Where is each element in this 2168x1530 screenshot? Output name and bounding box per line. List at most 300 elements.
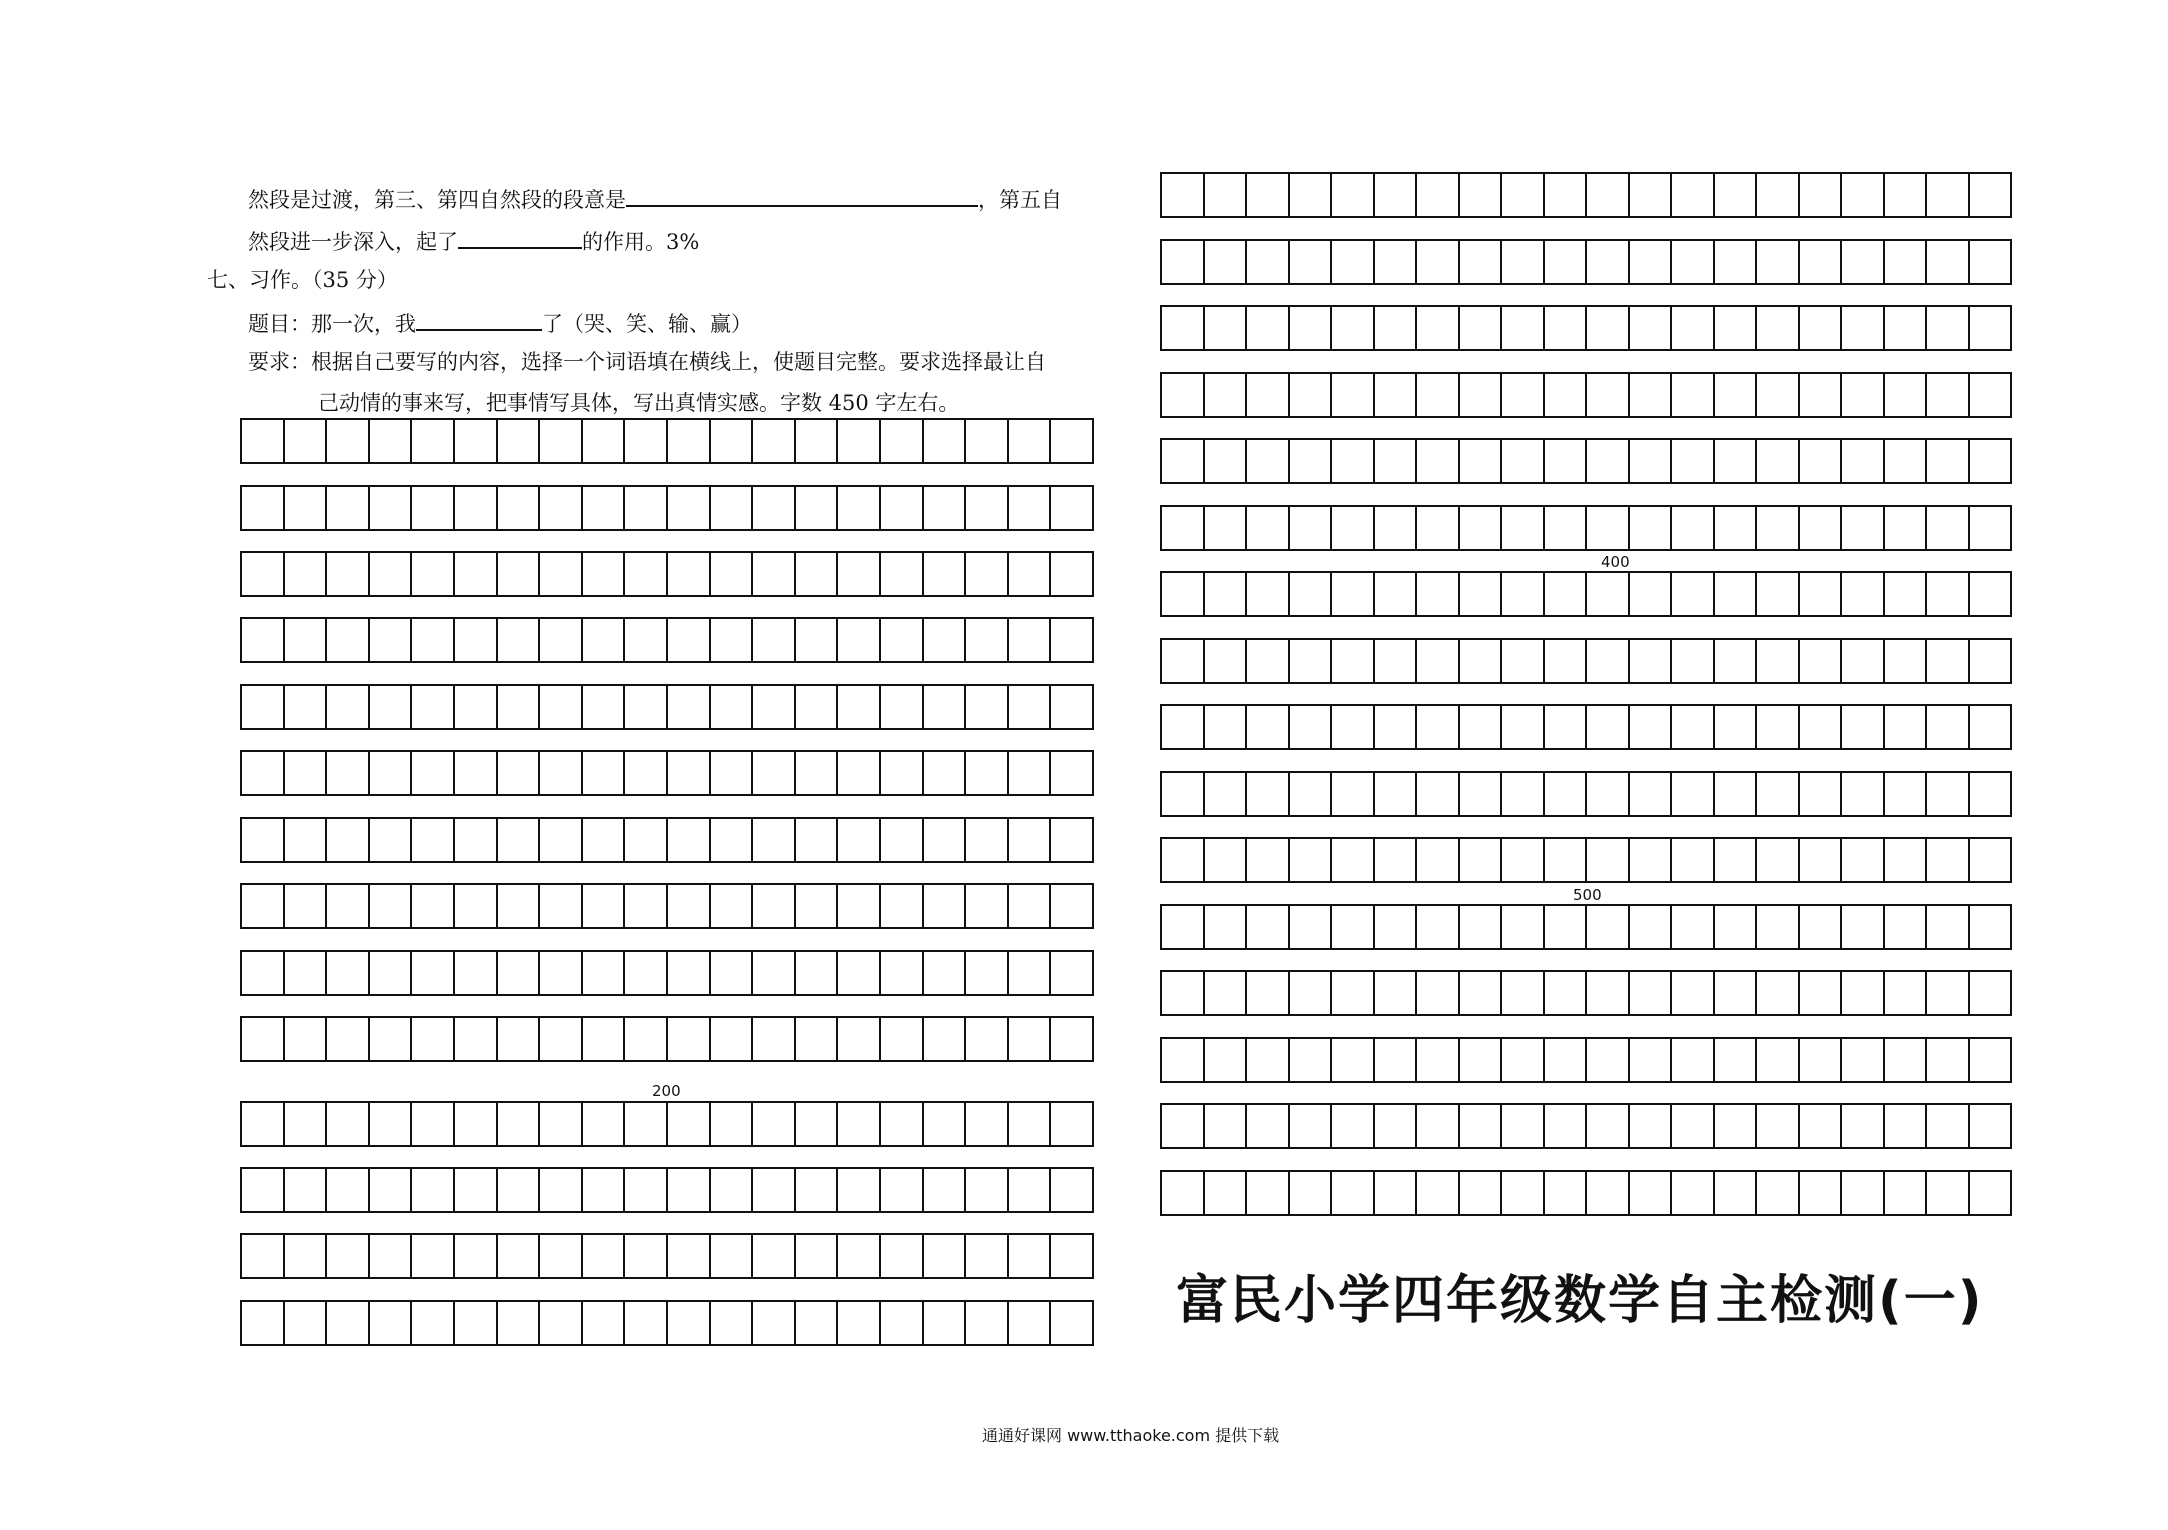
grid-cell[interactable] [625,752,668,794]
grid-cell[interactable] [1672,573,1715,615]
grid-cell[interactable] [1205,174,1248,216]
grid-cell[interactable] [1417,374,1460,416]
grid-cell[interactable] [1927,374,1970,416]
grid-cell[interactable] [285,819,328,861]
grid-cell[interactable] [1587,906,1630,948]
grid-cell[interactable] [1332,573,1375,615]
grid-cell[interactable] [1290,241,1333,283]
grid-cell[interactable] [1460,1105,1503,1147]
grid-cell[interactable] [1247,507,1290,549]
grid-cell[interactable] [1162,906,1205,948]
grid-cell[interactable] [412,819,455,861]
grid-cell[interactable] [1375,174,1418,216]
grid-cell[interactable] [1375,839,1418,881]
grid-cell[interactable] [1545,1105,1588,1147]
grid-cell[interactable] [1375,374,1418,416]
grid-cell[interactable] [753,487,796,529]
grid-cell[interactable] [1051,487,1092,529]
grid-cell[interactable] [583,553,626,595]
grid-cell[interactable] [1927,839,1970,881]
grid-cell[interactable] [1502,1039,1545,1081]
grid-cell[interactable] [1332,174,1375,216]
grid-cell[interactable] [1800,1172,1843,1214]
grid-cell[interactable] [1885,640,1928,682]
grid-cell[interactable] [924,1169,967,1211]
grid-cell[interactable] [540,553,583,595]
grid-cell[interactable] [668,1018,711,1060]
grid-cell[interactable] [1460,972,1503,1014]
grid-cell[interactable] [1630,972,1673,1014]
grid-cell[interactable] [1842,1105,1885,1147]
grid-cell[interactable] [796,1103,839,1145]
grid-cell[interactable] [1757,507,1800,549]
grid-cell[interactable] [1375,1039,1418,1081]
grid-cell[interactable] [242,420,285,462]
grid-cell[interactable] [1715,1039,1758,1081]
grid-cell[interactable] [370,1169,413,1211]
grid-cell[interactable] [838,1302,881,1344]
grid-cell[interactable] [1502,839,1545,881]
grid-cell[interactable] [1502,640,1545,682]
grid-cell[interactable] [1247,773,1290,815]
grid-cell[interactable] [838,885,881,927]
grid-cell[interactable] [668,686,711,728]
grid-cell[interactable] [1162,972,1205,1014]
grid-cell[interactable] [1460,773,1503,815]
grid-cell[interactable] [1800,573,1843,615]
grid-cell[interactable] [1927,440,1970,482]
grid-cell[interactable] [711,553,754,595]
grid-cell[interactable] [966,420,1009,462]
grid-cell[interactable] [966,1169,1009,1211]
grid-cell[interactable] [838,1235,881,1277]
grid-cell[interactable] [285,1302,328,1344]
grid-cell[interactable] [753,619,796,661]
grid-cell[interactable] [1247,241,1290,283]
grid-cell[interactable] [370,752,413,794]
grid-cell[interactable] [966,819,1009,861]
grid-cell[interactable] [668,420,711,462]
grid-cell[interactable] [412,619,455,661]
grid-cell[interactable] [1205,374,1248,416]
grid-cell[interactable] [711,1018,754,1060]
grid-cell[interactable] [1587,174,1630,216]
grid-cell[interactable] [924,1302,967,1344]
grid-cell[interactable] [1545,1172,1588,1214]
grid-cell[interactable] [1502,906,1545,948]
grid-cell[interactable] [1051,1169,1092,1211]
grid-cell[interactable] [455,752,498,794]
grid-cell[interactable] [1162,839,1205,881]
grid-cell[interactable] [242,819,285,861]
grid-cell[interactable] [966,952,1009,994]
grid-cell[interactable] [1800,773,1843,815]
grid-cell[interactable] [1927,241,1970,283]
grid-cell[interactable] [711,420,754,462]
grid-cell[interactable] [1460,706,1503,748]
grid-cell[interactable] [796,1302,839,1344]
grid-cell[interactable] [1630,1039,1673,1081]
grid-cell[interactable] [370,1018,413,1060]
grid-cell[interactable] [1009,1103,1052,1145]
grid-cell[interactable] [796,752,839,794]
grid-cell[interactable] [1842,1172,1885,1214]
grid-cell[interactable] [1290,1039,1333,1081]
grid-cell[interactable] [1247,640,1290,682]
grid-cell[interactable] [242,686,285,728]
grid-cell[interactable] [924,686,967,728]
grid-cell[interactable] [1545,706,1588,748]
grid-cell[interactable] [1332,374,1375,416]
grid-cell[interactable] [1715,507,1758,549]
grid-cell[interactable] [1545,972,1588,1014]
grid-cell[interactable] [1009,487,1052,529]
grid-cell[interactable] [242,1302,285,1344]
grid-cell[interactable] [1417,906,1460,948]
grid-cell[interactable] [370,553,413,595]
grid-cell[interactable] [838,1018,881,1060]
grid-cell[interactable] [625,819,668,861]
grid-cell[interactable] [924,952,967,994]
grid-cell[interactable] [1051,1103,1092,1145]
grid-cell[interactable] [242,1103,285,1145]
grid-cell[interactable] [1885,241,1928,283]
grid-cell[interactable] [540,1302,583,1344]
grid-cell[interactable] [1842,307,1885,349]
grid-cell[interactable] [1162,1039,1205,1081]
grid-cell[interactable] [1205,573,1248,615]
grid-cell[interactable] [583,619,626,661]
grid-cell[interactable] [1332,906,1375,948]
grid-cell[interactable] [412,952,455,994]
grid-cell[interactable] [796,952,839,994]
grid-cell[interactable] [1417,839,1460,881]
grid-cell[interactable] [1417,706,1460,748]
grid-cell[interactable] [540,819,583,861]
grid-cell[interactable] [540,1103,583,1145]
grid-cell[interactable] [881,1302,924,1344]
grid-cell[interactable] [1630,440,1673,482]
grid-cell[interactable] [1051,819,1092,861]
grid-cell[interactable] [1502,440,1545,482]
grid-cell[interactable] [1927,1105,1970,1147]
grid-cell[interactable] [370,952,413,994]
grid-cell[interactable] [1800,374,1843,416]
grid-cell[interactable] [1715,706,1758,748]
grid-cell[interactable] [625,1018,668,1060]
grid-cell[interactable] [1970,1172,2011,1214]
grid-cell[interactable] [1205,1039,1248,1081]
grid-cell[interactable] [1715,640,1758,682]
grid-cell[interactable] [924,819,967,861]
grid-cell[interactable] [881,487,924,529]
grid-cell[interactable] [540,420,583,462]
grid-cell[interactable] [1247,1039,1290,1081]
grid-cell[interactable] [327,619,370,661]
grid-cell[interactable] [753,1235,796,1277]
grid-cell[interactable] [1247,573,1290,615]
grid-cell[interactable] [370,885,413,927]
grid-cell[interactable] [1205,507,1248,549]
grid-cell[interactable] [1842,174,1885,216]
grid-cell[interactable] [1842,906,1885,948]
grid-cell[interactable] [1715,972,1758,1014]
grid-cell[interactable] [1502,374,1545,416]
grid-cell[interactable] [668,752,711,794]
grid-cell[interactable] [1800,507,1843,549]
grid-cell[interactable] [412,1235,455,1277]
grid-cell[interactable] [1332,440,1375,482]
grid-cell[interactable] [1205,307,1248,349]
grid-cell[interactable] [1290,906,1333,948]
grid-cell[interactable] [1051,1235,1092,1277]
grid-cell[interactable] [1927,1172,1970,1214]
grid-cell[interactable] [242,1235,285,1277]
grid-cell[interactable] [455,1103,498,1145]
grid-cell[interactable] [1672,374,1715,416]
grid-cell[interactable] [1800,307,1843,349]
grid-cell[interactable] [1800,440,1843,482]
grid-cell[interactable] [1290,374,1333,416]
grid-cell[interactable] [838,752,881,794]
grid-cell[interactable] [1332,507,1375,549]
grid-cell[interactable] [1927,507,1970,549]
grid-cell[interactable] [327,885,370,927]
grid-cell[interactable] [498,686,541,728]
grid-cell[interactable] [583,1302,626,1344]
grid-cell[interactable] [625,1169,668,1211]
grid-cell[interactable] [753,752,796,794]
grid-cell[interactable] [924,487,967,529]
grid-cell[interactable] [1970,640,2011,682]
grid-cell[interactable] [753,420,796,462]
grid-cell[interactable] [1927,1039,1970,1081]
grid-cell[interactable] [370,1235,413,1277]
grid-cell[interactable] [1009,1018,1052,1060]
grid-cell[interactable] [668,1302,711,1344]
grid-cell[interactable] [1842,374,1885,416]
grid-cell[interactable] [498,487,541,529]
grid-cell[interactable] [838,619,881,661]
grid-cell[interactable] [1332,307,1375,349]
grid-cell[interactable] [625,686,668,728]
grid-cell[interactable] [583,752,626,794]
grid-cell[interactable] [242,885,285,927]
grid-cell[interactable] [1587,241,1630,283]
grid-cell[interactable] [1715,307,1758,349]
grid-cell[interactable] [1885,839,1928,881]
grid-cell[interactable] [838,686,881,728]
grid-cell[interactable] [583,420,626,462]
grid-cell[interactable] [1205,906,1248,948]
grid-cell[interactable] [1417,1039,1460,1081]
grid-cell[interactable] [1927,906,1970,948]
grid-cell[interactable] [924,1235,967,1277]
grid-cell[interactable] [668,952,711,994]
grid-cell[interactable] [1545,573,1588,615]
grid-cell[interactable] [625,487,668,529]
grid-cell[interactable] [1587,706,1630,748]
grid-cell[interactable] [1502,507,1545,549]
grid-cell[interactable] [540,1169,583,1211]
grid-cell[interactable] [1009,1302,1052,1344]
grid-cell[interactable] [327,1103,370,1145]
grid-cell[interactable] [370,619,413,661]
grid-cell[interactable] [1672,241,1715,283]
grid-cell[interactable] [1885,1039,1928,1081]
grid-cell[interactable] [1205,440,1248,482]
grid-cell[interactable] [1009,952,1052,994]
grid-cell[interactable] [327,553,370,595]
grid-cell[interactable] [540,686,583,728]
grid-cell[interactable] [1587,374,1630,416]
grid-cell[interactable] [1970,906,2011,948]
grid-cell[interactable] [625,1103,668,1145]
grid-cell[interactable] [455,420,498,462]
grid-cell[interactable] [1885,374,1928,416]
grid-cell[interactable] [711,619,754,661]
grid-cell[interactable] [1630,174,1673,216]
grid-cell[interactable] [327,1169,370,1211]
grid-cell[interactable] [1970,706,2011,748]
grid-cell[interactable] [1885,1172,1928,1214]
grid-cell[interactable] [1672,507,1715,549]
grid-cell[interactable] [327,1018,370,1060]
grid-cell[interactable] [370,487,413,529]
grid-cell[interactable] [1885,174,1928,216]
grid-cell[interactable] [881,553,924,595]
grid-cell[interactable] [1672,640,1715,682]
grid-cell[interactable] [711,487,754,529]
grid-cell[interactable] [1247,839,1290,881]
grid-cell[interactable] [753,686,796,728]
grid-cell[interactable] [625,1302,668,1344]
grid-cell[interactable] [1927,573,1970,615]
grid-cell[interactable] [1587,440,1630,482]
grid-cell[interactable] [1757,1039,1800,1081]
grid-cell[interactable] [1842,972,1885,1014]
grid-cell[interactable] [540,619,583,661]
grid-cell[interactable] [966,1018,1009,1060]
grid-cell[interactable] [498,553,541,595]
grid-cell[interactable] [1247,174,1290,216]
grid-cell[interactable] [1162,1172,1205,1214]
grid-cell[interactable] [412,752,455,794]
grid-cell[interactable] [1757,839,1800,881]
grid-cell[interactable] [583,1018,626,1060]
grid-cell[interactable] [498,420,541,462]
grid-cell[interactable] [1375,972,1418,1014]
grid-cell[interactable] [668,553,711,595]
grid-cell[interactable] [711,1235,754,1277]
grid-cell[interactable] [796,1018,839,1060]
grid-cell[interactable] [1460,374,1503,416]
grid-cell[interactable] [1460,906,1503,948]
grid-cell[interactable] [1009,885,1052,927]
grid-cell[interactable] [1460,241,1503,283]
grid-cell[interactable] [1672,1105,1715,1147]
grid-cell[interactable] [753,819,796,861]
grid-cell[interactable] [1332,1039,1375,1081]
grid-cell[interactable] [1502,1172,1545,1214]
grid-cell[interactable] [711,1169,754,1211]
grid-cell[interactable] [1247,440,1290,482]
grid-cell[interactable] [668,619,711,661]
grid-cell[interactable] [1051,952,1092,994]
grid-cell[interactable] [881,1235,924,1277]
grid-cell[interactable] [1587,1039,1630,1081]
grid-cell[interactable] [1375,773,1418,815]
grid-cell[interactable] [412,420,455,462]
grid-cell[interactable] [1247,706,1290,748]
grid-cell[interactable] [1290,773,1333,815]
grid-cell[interactable] [1715,1172,1758,1214]
grid-cell[interactable] [753,1103,796,1145]
grid-cell[interactable] [1672,440,1715,482]
grid-cell[interactable] [1757,773,1800,815]
grid-cell[interactable] [327,686,370,728]
grid-cell[interactable] [1051,553,1092,595]
grid-cell[interactable] [1927,972,1970,1014]
grid-cell[interactable] [1332,972,1375,1014]
grid-cell[interactable] [1009,819,1052,861]
grid-cell[interactable] [1375,1105,1418,1147]
grid-cell[interactable] [285,1018,328,1060]
grid-cell[interactable] [924,752,967,794]
grid-cell[interactable] [1842,773,1885,815]
grid-cell[interactable] [1332,1172,1375,1214]
grid-cell[interactable] [1417,773,1460,815]
grid-cell[interactable] [1162,773,1205,815]
grid-cell[interactable] [1162,507,1205,549]
grid-cell[interactable] [1290,1172,1333,1214]
grid-cell[interactable] [1247,1105,1290,1147]
grid-cell[interactable] [1630,1105,1673,1147]
grid-cell[interactable] [285,420,328,462]
grid-cell[interactable] [1587,573,1630,615]
grid-cell[interactable] [668,885,711,927]
grid-cell[interactable] [1290,839,1333,881]
grid-cell[interactable] [1757,174,1800,216]
grid-cell[interactable] [1375,507,1418,549]
grid-cell[interactable] [370,1103,413,1145]
grid-cell[interactable] [796,885,839,927]
grid-cell[interactable] [966,1235,1009,1277]
grid-cell[interactable] [966,553,1009,595]
grid-cell[interactable] [498,1235,541,1277]
grid-cell[interactable] [1332,773,1375,815]
grid-cell[interactable] [1460,573,1503,615]
grid-cell[interactable] [285,553,328,595]
grid-cell[interactable] [583,1103,626,1145]
grid-cell[interactable] [1800,839,1843,881]
grid-cell[interactable] [1630,1172,1673,1214]
grid-cell[interactable] [881,1169,924,1211]
grid-cell[interactable] [1587,1172,1630,1214]
grid-cell[interactable] [1800,640,1843,682]
grid-cell[interactable] [881,952,924,994]
grid-cell[interactable] [1970,573,2011,615]
grid-cell[interactable] [1715,773,1758,815]
grid-cell[interactable] [1715,1105,1758,1147]
grid-cell[interactable] [1757,1172,1800,1214]
grid-cell[interactable] [1502,307,1545,349]
grid-cell[interactable] [285,487,328,529]
grid-cell[interactable] [583,952,626,994]
grid-cell[interactable] [1587,972,1630,1014]
grid-cell[interactable] [1587,1105,1630,1147]
grid-cell[interactable] [1757,906,1800,948]
